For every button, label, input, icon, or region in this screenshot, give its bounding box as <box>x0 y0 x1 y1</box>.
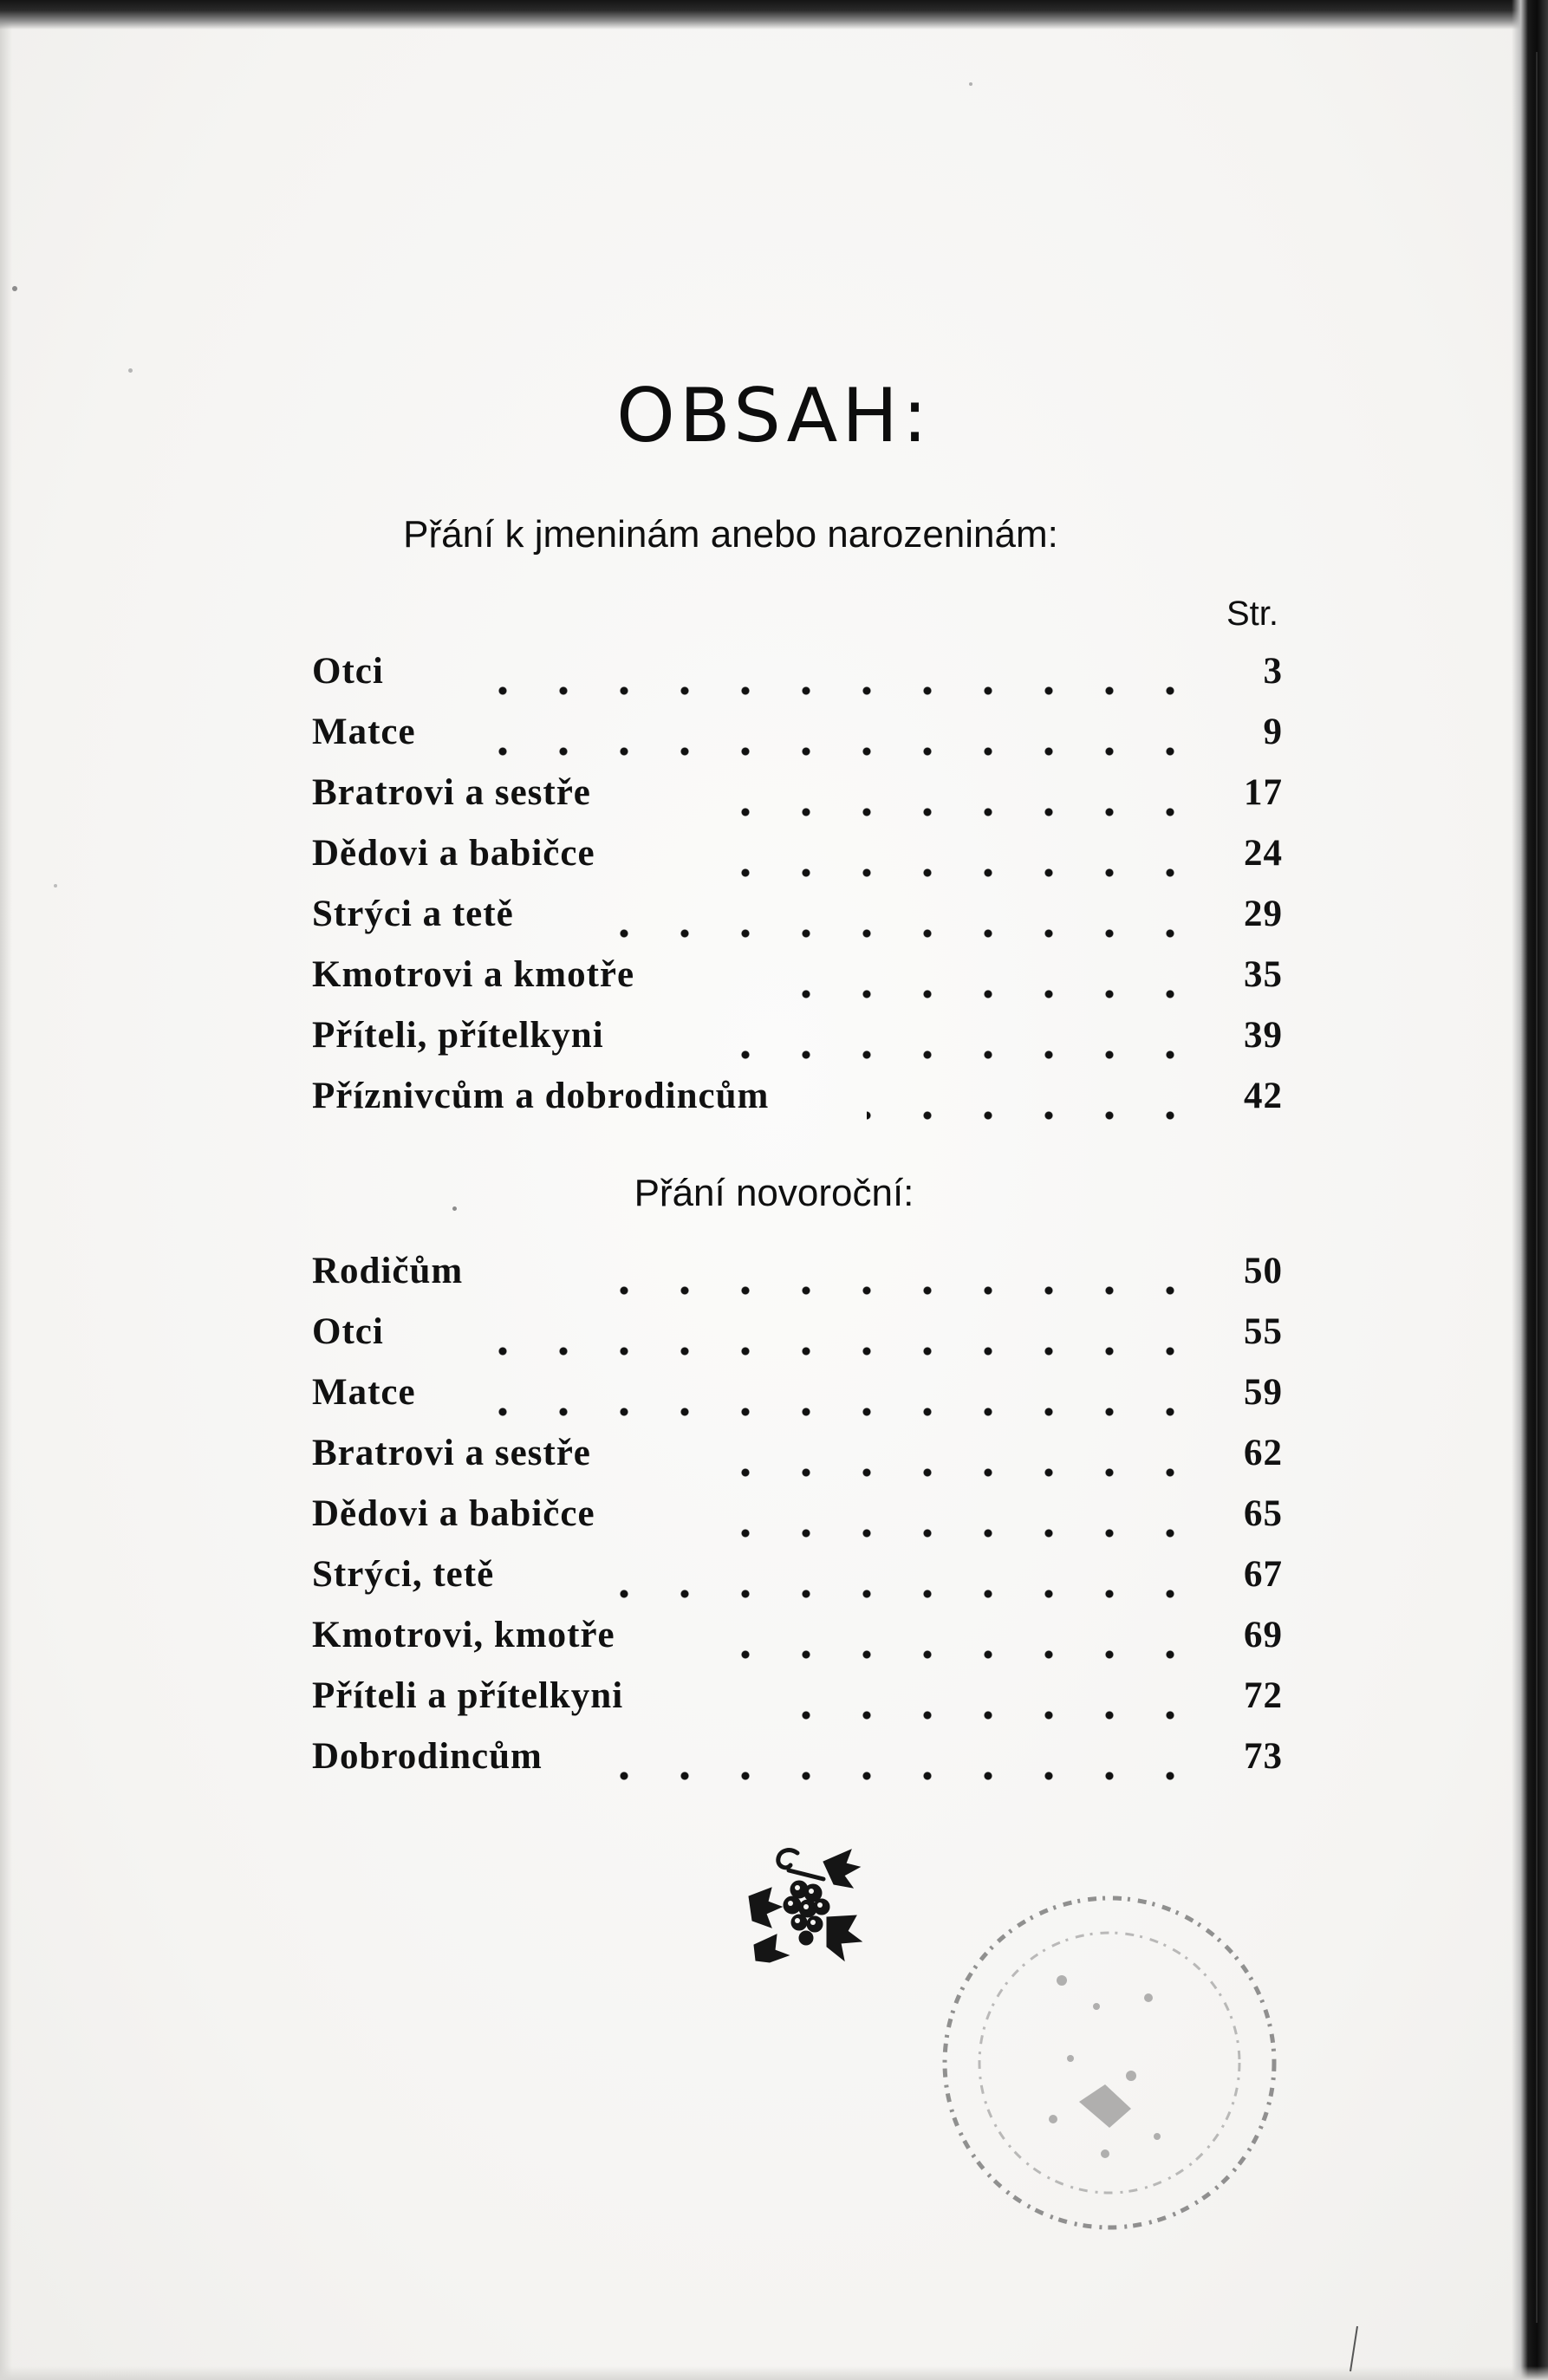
toc-entry <box>312 1250 1283 1310</box>
toc-dot-leader <box>711 771 1200 823</box>
toc-entry-page: 24 <box>1244 833 1283 874</box>
toc-entry-title: Kmotrovi a kmotře <box>312 954 635 995</box>
paper-speck <box>12 286 17 291</box>
toc-entry <box>312 1014 1283 1075</box>
toc-section-new-year <box>312 1250 1283 1796</box>
toc-entry-page: 72 <box>1244 1675 1283 1716</box>
toc-dot-leader <box>711 832 1200 884</box>
pencil-mark-icon <box>1345 2323 1363 2375</box>
toc-dot-leader <box>711 1614 1200 1666</box>
toc-dot-leader <box>485 1310 1200 1362</box>
toc-dot-leader <box>485 1371 1200 1423</box>
toc-entry-page: 3 <box>1263 651 1283 692</box>
toc-entry <box>312 1492 1283 1553</box>
toc-entry-title: Příteli a přítelkyni <box>312 1675 624 1716</box>
toc-dot-leader <box>797 953 1200 1005</box>
toc-entry-page: 35 <box>1244 954 1283 995</box>
section-heading-name-days: Přání k jmeninám anebo narozeninám: <box>403 513 1058 556</box>
grape-vine-vignette-icon <box>737 1844 867 1966</box>
toc-entry-title: Rodičům <box>312 1251 464 1291</box>
page-column-label: Str. <box>1226 595 1278 633</box>
toc-entry <box>312 1371 1283 1432</box>
toc-entry-title: Bratrovi a sestře <box>312 1433 591 1473</box>
toc-dot-leader <box>711 1014 1200 1066</box>
toc-entry-page: 59 <box>1244 1372 1283 1413</box>
toc-entry-page: 17 <box>1244 772 1283 813</box>
toc-section-name-days <box>312 650 1283 1135</box>
toc-entry-page: 62 <box>1244 1433 1283 1473</box>
toc-entry-title: Strýci, tetě <box>312 1554 495 1595</box>
toc-entry <box>312 1735 1283 1796</box>
toc-entry-title: Otci <box>312 1311 384 1352</box>
toc-entry-title: Matce <box>312 712 416 752</box>
toc-entry <box>312 1310 1283 1371</box>
toc-entry <box>312 771 1283 832</box>
page-title: OBSAH: <box>616 373 932 459</box>
toc-entry <box>312 1075 1283 1135</box>
toc-dot-leader <box>485 650 1200 702</box>
toc-entry-page: 9 <box>1263 712 1283 752</box>
toc-dot-leader <box>711 1432 1200 1484</box>
toc-dot-leader <box>711 1492 1200 1544</box>
toc-entry-title: Dobrodincům <box>312 1736 543 1777</box>
toc-entry-page: 42 <box>1244 1076 1283 1116</box>
toc-entry <box>312 953 1283 1014</box>
toc-entry <box>312 1674 1283 1735</box>
paper-speck <box>969 82 972 86</box>
toc-dot-leader <box>589 1735 1200 1787</box>
section-heading-new-year: Přání novoroční: <box>634 1172 914 1214</box>
toc-entry <box>312 1553 1283 1614</box>
paper-speck <box>54 884 57 888</box>
toc-entry-title: Příteli, přítelkyni <box>312 1015 604 1056</box>
toc-entry <box>312 893 1283 953</box>
toc-entry-page: 29 <box>1244 894 1283 934</box>
toc-dot-leader <box>589 1553 1200 1605</box>
toc-entry <box>312 711 1283 771</box>
toc-entry-title: Bratrovi a sestře <box>312 772 591 813</box>
toc-entry-title: Otci <box>312 651 384 692</box>
toc-entry-page: 69 <box>1244 1615 1283 1655</box>
toc-dot-leader <box>867 1075 1200 1127</box>
toc-dot-leader <box>589 893 1200 945</box>
toc-dot-leader <box>485 711 1200 763</box>
toc-entry-page: 55 <box>1244 1311 1283 1352</box>
toc-entry <box>312 1432 1283 1492</box>
toc-entry-title: Dědovi a babičce <box>312 1493 595 1534</box>
toc-entry-title: Kmotrovi, kmotře <box>312 1615 615 1655</box>
toc-entry-title: Dědovi a babičce <box>312 833 595 874</box>
toc-entry-page: 65 <box>1244 1493 1283 1534</box>
toc-entry <box>312 832 1283 893</box>
toc-entry-page: 67 <box>1244 1554 1283 1595</box>
toc-entry-title: Strýci a tetě <box>312 894 514 934</box>
page-top-edge <box>0 0 1548 29</box>
toc-entry-page: 73 <box>1244 1736 1283 1777</box>
toc-entry <box>312 650 1283 711</box>
toc-entry-title: Matce <box>312 1372 416 1413</box>
toc-dot-leader <box>797 1674 1200 1726</box>
toc-entry <box>312 1614 1283 1674</box>
page-bottom-shadow <box>0 2366 1548 2380</box>
toc-entry-page: 50 <box>1244 1251 1283 1291</box>
toc-dot-leader <box>572 1250 1200 1302</box>
library-stamp-icon <box>932 1876 1287 2240</box>
toc-entry-page: 39 <box>1244 1015 1283 1056</box>
toc-entry-title: Příznivcům a dobrodincům <box>312 1076 770 1116</box>
